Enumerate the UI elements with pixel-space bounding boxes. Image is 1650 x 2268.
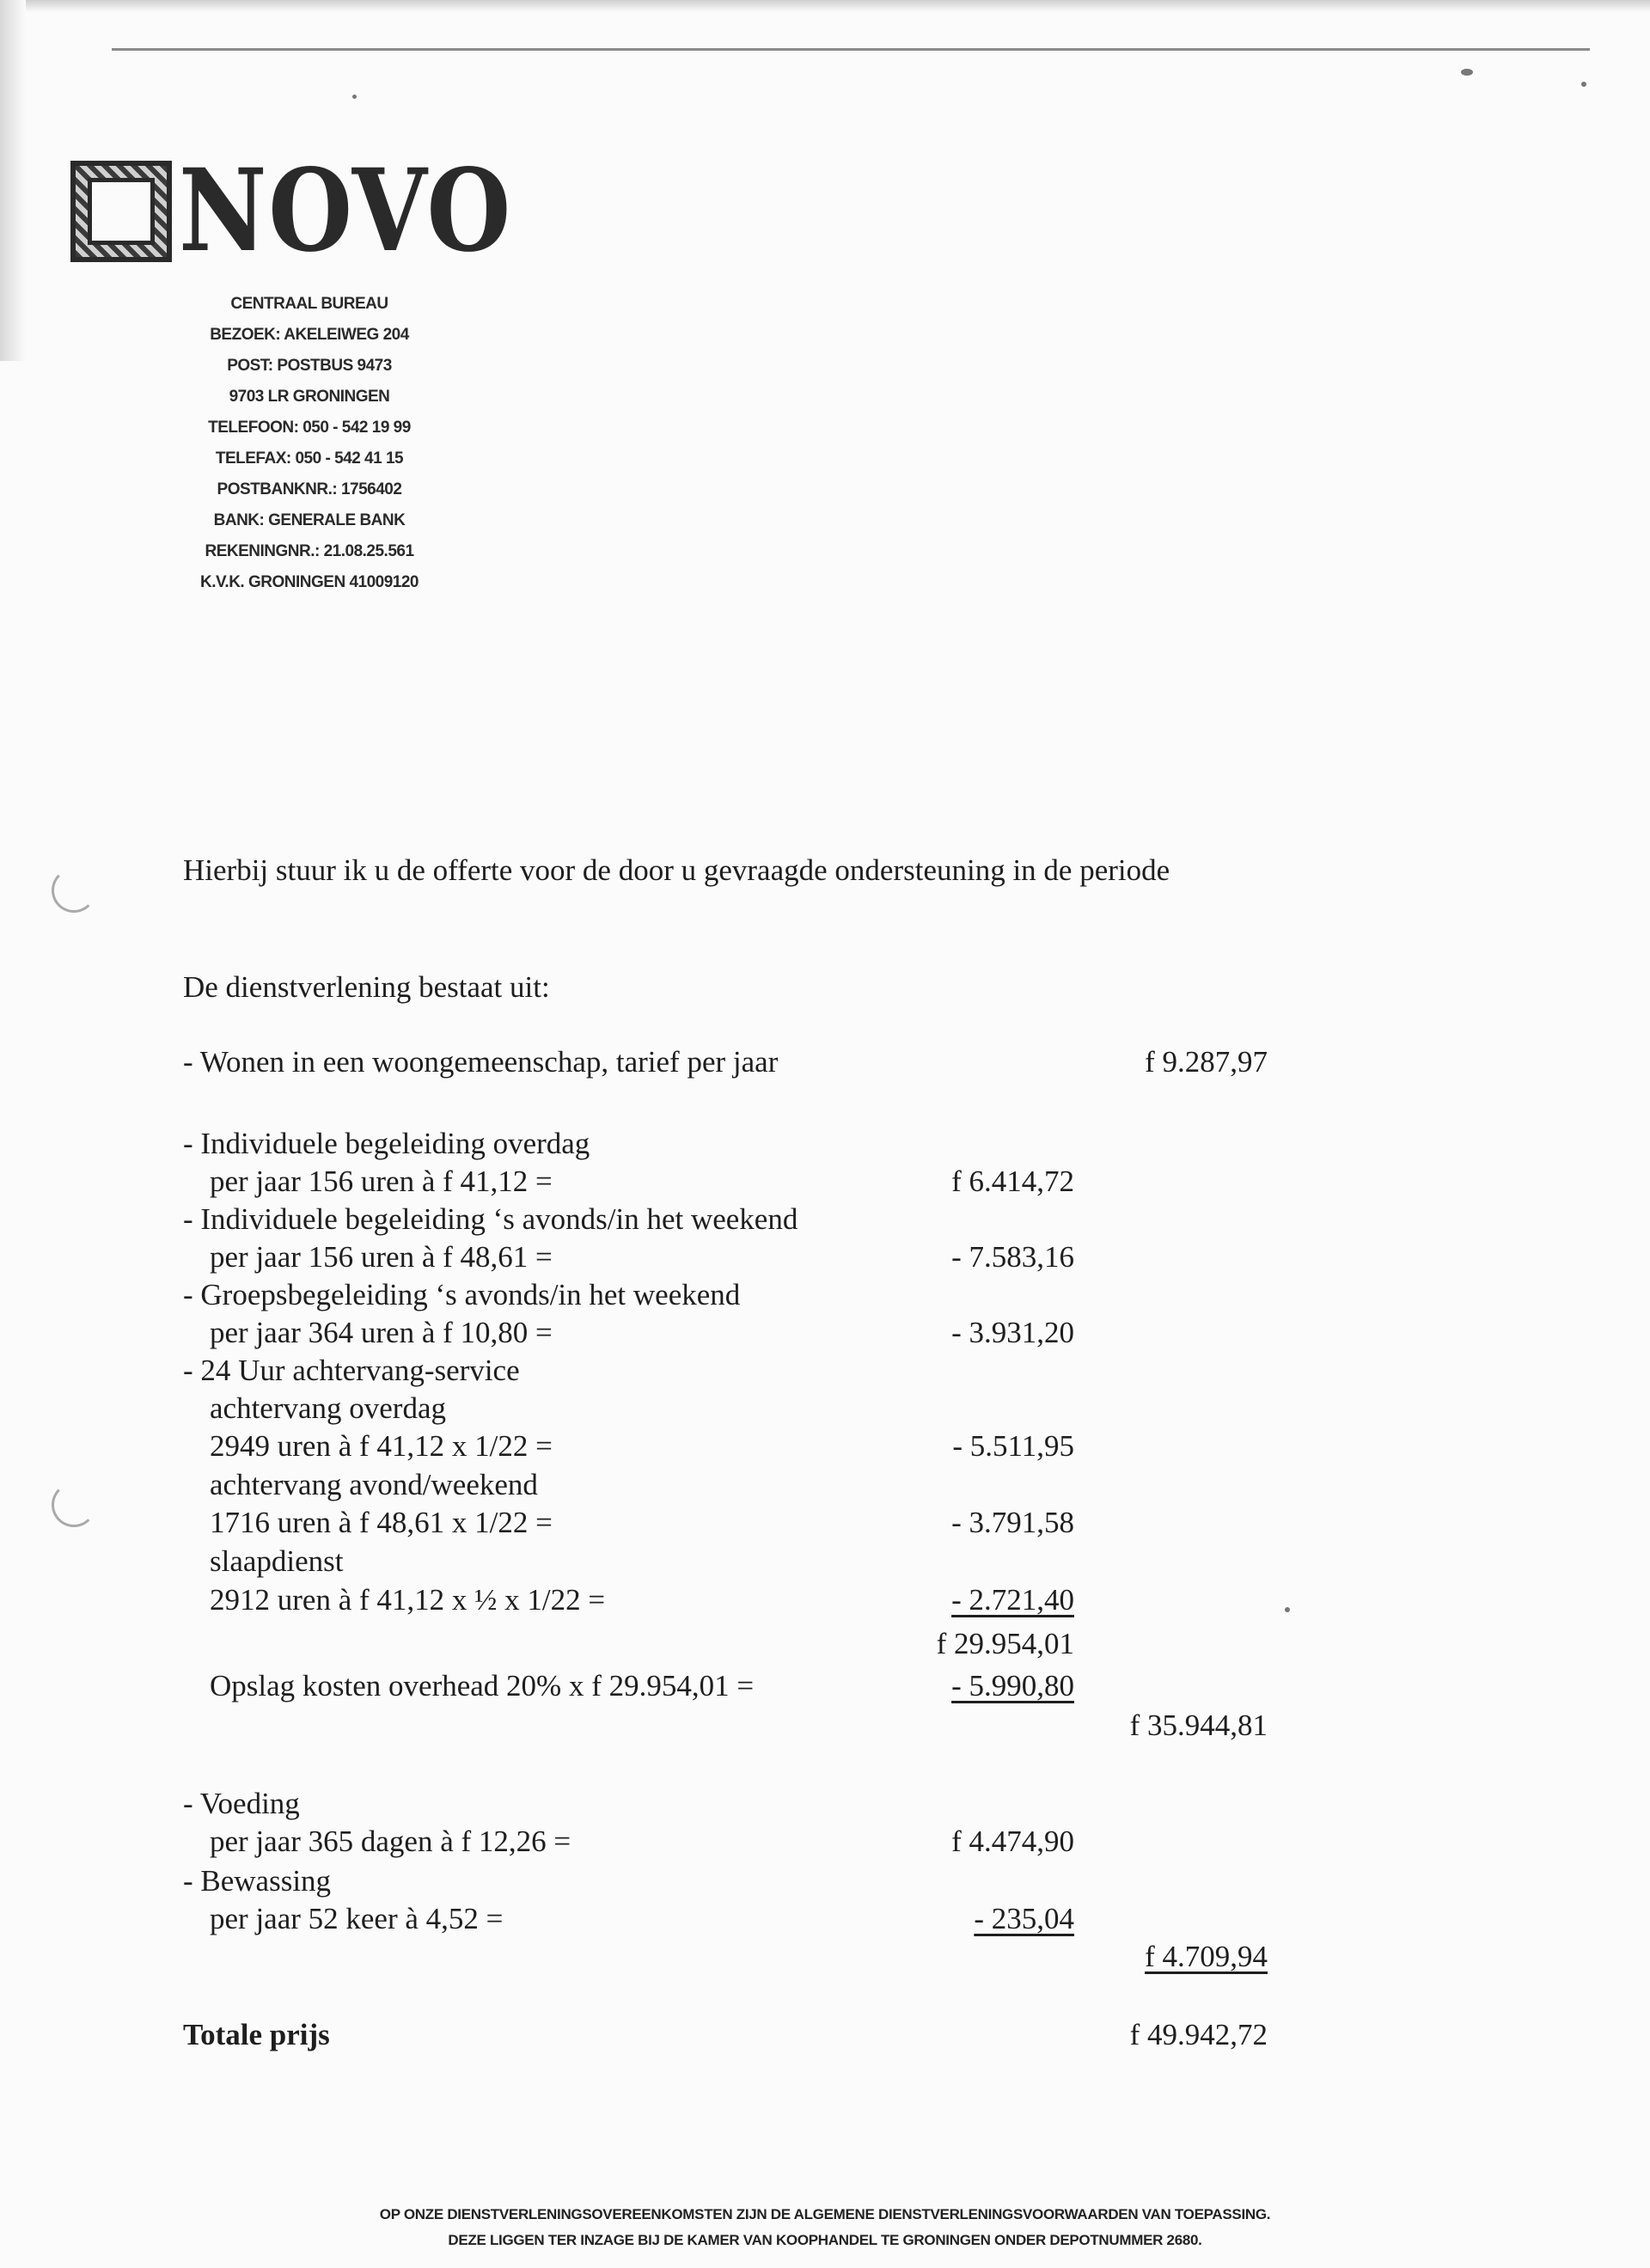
letterhead-address [193, 289, 425, 598]
wonen-amount: f 9.287,97 [1145, 1045, 1268, 1079]
novo-logo [70, 144, 571, 278]
scan-speck [1461, 69, 1473, 76]
bewassing-amount: - 235,04 [974, 1902, 1074, 1935]
achtervang-item-amount: - 2.721,40 [951, 1583, 1074, 1617]
overhead-amount: - 5.990,80 [951, 1669, 1074, 1703]
begeleiding-calc: per jaar 364 uren à f 10,80 = [210, 1316, 553, 1349]
address-line: K.V.K. GRONINGEN 41009120 [200, 573, 419, 591]
footer-line: OP ONZE DIENSTVERLENINGSOVEREENKOMSTEN ZIJN DE ALGEMENE DIENSTVERLENINGSVOORWAARDEN VAN TOEPASSING. [379, 2206, 1271, 2222]
scan-speck [352, 95, 357, 99]
address-line: BANK: GENERALE BANK [213, 511, 406, 529]
voeding-amount: f 4.474,90 [951, 1825, 1074, 1858]
subtotal-amount: f 29.954,01 [936, 1627, 1074, 1660]
overhead-label: Opslag kosten overhead 20% x f 29.954,01 = [210, 1669, 755, 1703]
scan-edge-top [0, 0, 1650, 12]
footer-line: DEZE LIGGEN TER INZAGE BIJ DE KAMER VAN KOOPHANDEL TE GRONINGEN ONDER DEPOTNUMMER 2680. [448, 2232, 1202, 2248]
voeding-label: - Voeding [183, 1787, 300, 1820]
address-line: 9703 LR GRONINGEN [229, 388, 390, 406]
address-line: CENTRAAL BUREAU [230, 295, 388, 313]
intro-text: Hierbij stuur ik u de offerte voor de door u gevraagde ondersteuning in de periode [183, 853, 1170, 887]
achtervang-item-calc: 1716 uren à f 48,61 x 1/22 = [210, 1506, 553, 1539]
scan-edge-left [0, 0, 26, 361]
begeleiding-calc: per jaar 156 uren à f 41,12 = [210, 1165, 553, 1198]
achtervang-item-label: achtervang avond/weekend [210, 1468, 538, 1501]
address-line: POST: POSTBUS 9473 [227, 357, 392, 375]
totale-prijs-amount: f 49.942,72 [1129, 2018, 1268, 2051]
wonen-label: - Wonen in een woongemeenschap, tarief per jaar [183, 1045, 779, 1079]
address-line: TELEFOON: 050 - 542 19 99 [208, 419, 411, 437]
begeleiding-amount: - 7.583,16 [951, 1240, 1074, 1274]
top-rule [112, 48, 1590, 51]
begeleiding-label: - Individuele begeleiding ‘s avonds/in het weekend [183, 1202, 798, 1236]
logo-text: NOVO [179, 144, 512, 278]
begeleiding-total: f 35.944,81 [1129, 1709, 1268, 1742]
logo-emblem-icon [70, 161, 172, 262]
achtervang-item-amount: - 3.791,58 [951, 1506, 1074, 1539]
begeleiding-label: - Individuele begeleiding overdag [183, 1127, 590, 1160]
begeleiding-calc: per jaar 156 uren à f 48,61 = [210, 1240, 553, 1274]
begeleiding-amount: f 6.414,72 [951, 1165, 1074, 1198]
totale-prijs-label: Totale prijs [183, 2018, 330, 2051]
address-line: TELEFAX: 050 - 542 41 15 [215, 449, 404, 468]
scan-speck [1581, 82, 1586, 87]
scan-speck [1285, 1607, 1290, 1612]
punch-hole-mark-icon [52, 1482, 96, 1527]
achtervang-item-label: slaapdienst [210, 1544, 344, 1578]
achtervang-item-calc: 2912 uren à f 41,12 x ½ x 1/22 = [210, 1583, 606, 1617]
address-line: POSTBANKNR.: 1756402 [217, 480, 402, 498]
address-line: BEZOEK: AKELEIWEG 204 [210, 326, 409, 344]
achtervang-item-label: achtervang overdag [210, 1391, 446, 1425]
section-title: De dienstverlening bestaat uit: [183, 970, 550, 1004]
achtervang-label: - 24 Uur achtervang-service [183, 1354, 520, 1387]
overig-total: f 4.709,94 [1145, 1940, 1268, 1973]
punch-hole-mark-icon [52, 868, 96, 913]
bewassing-label: - Bewassing [183, 1864, 332, 1898]
voeding-calc: per jaar 365 dagen à f 12,26 = [210, 1825, 571, 1858]
achtervang-item-calc: 2949 uren à f 41,12 x 1/22 = [210, 1429, 553, 1463]
bewassing-calc: per jaar 52 keer à 4,52 = [210, 1902, 504, 1935]
achtervang-item-amount: - 5.511,95 [952, 1429, 1074, 1463]
begeleiding-label: - Groepsbegeleiding ‘s avonds/in het weekend [183, 1278, 741, 1311]
begeleiding-amount: - 3.931,20 [951, 1316, 1074, 1349]
address-line: REKENINGNR.: 21.08.25.561 [205, 542, 414, 560]
